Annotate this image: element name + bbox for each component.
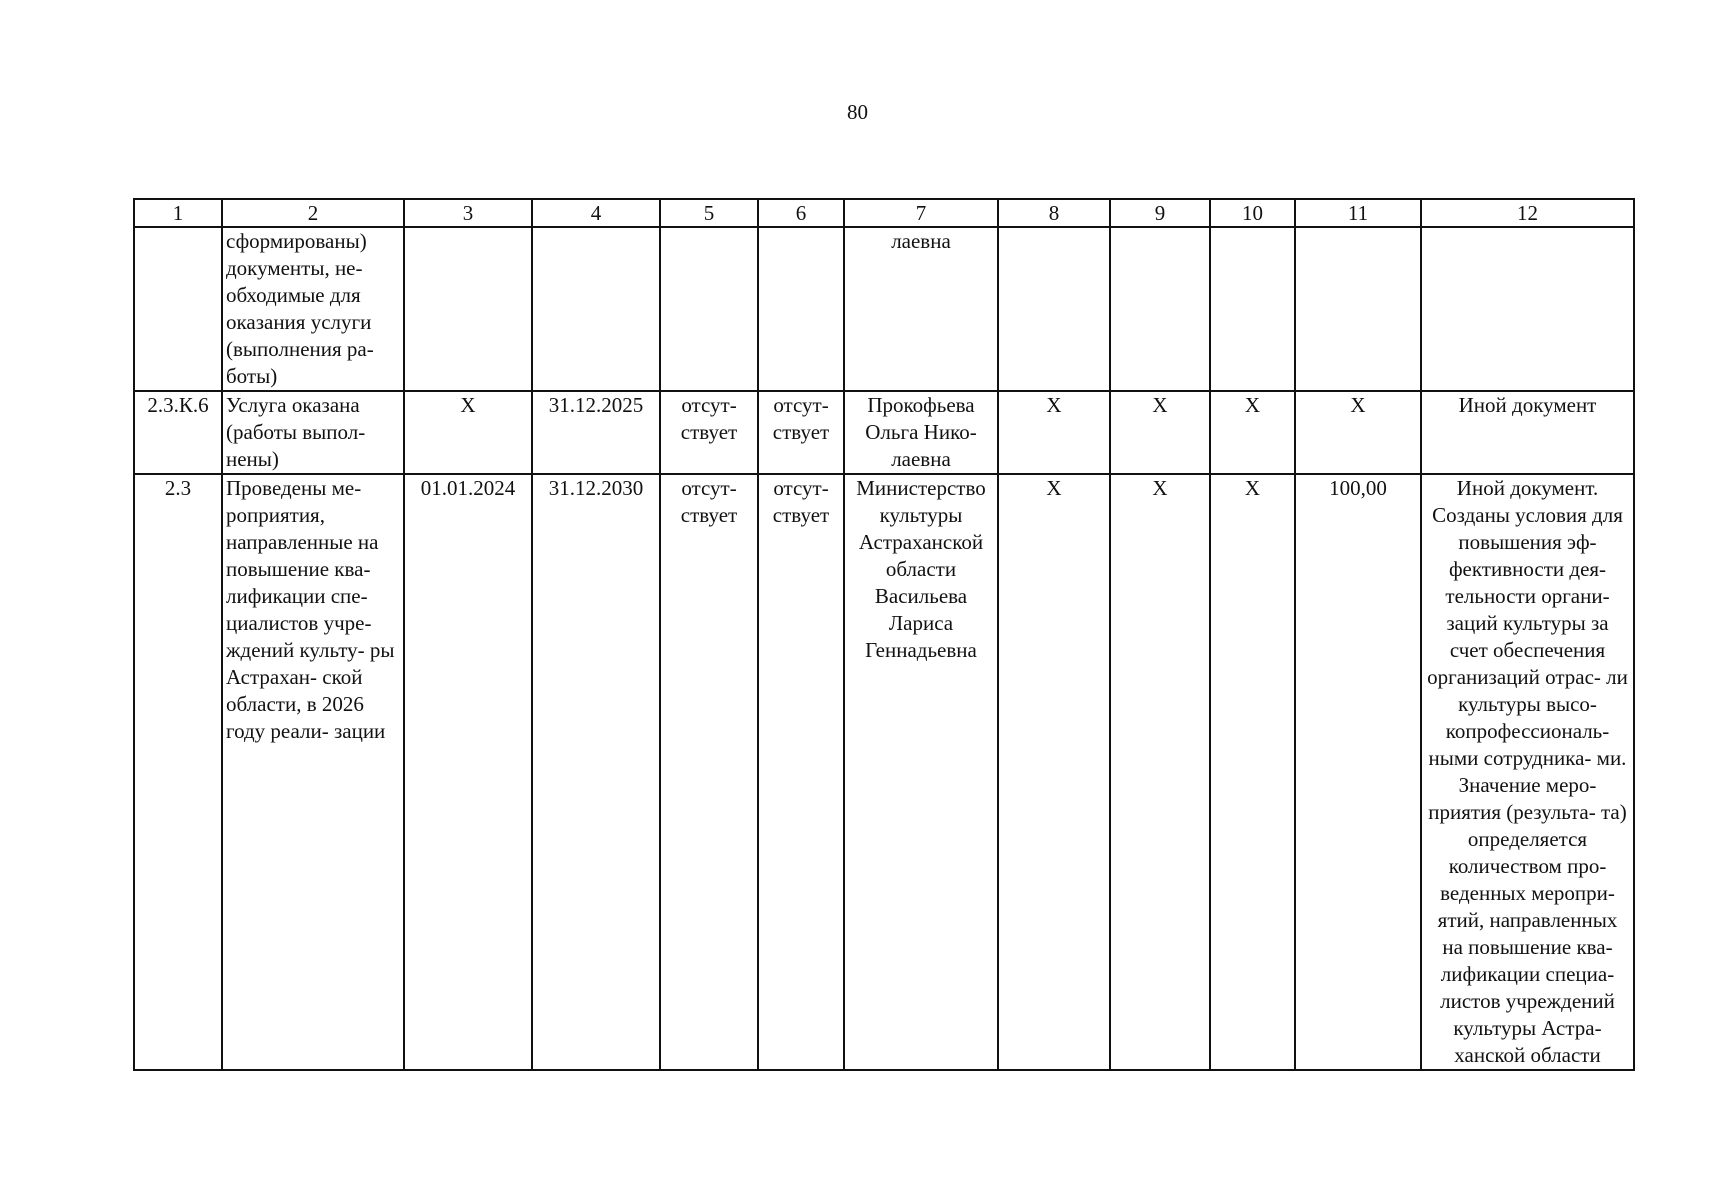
col-header: 9 [1110,199,1210,227]
cell-col9: Х [1110,391,1210,474]
cell-document: Иной документ [1421,391,1634,474]
cell-number: 2.3.К.6 [134,391,222,474]
data-table [133,198,1635,1071]
cell-responsible: Министерство культуры Астраханской области Васильева Лариса Геннадьевна [844,474,998,1070]
cell-col5 [660,227,758,391]
cell-start-date: 01.01.2024 [404,474,532,1070]
table-header-row [134,199,1634,227]
cell-responsible: Прокофьева Ольга Нико- лаевна [844,391,998,474]
cell-col10: Х [1210,474,1295,1070]
cell-end-date: 31.12.2030 [532,474,660,1070]
cell-value [1295,227,1421,391]
cell-document: Иной документ. Созданы условия для повышения эф- фективности дея- тельности органи- заций культуры за счет обеспечения организаций отрас- ли культуры высо- копрофессиональ- ными сотрудника- ми. Значение меро- приятия (результа- та) определяется количеством про- веденных меропри- ятий, направленных на повышение ква- лификации специа- листов учреждений культуры Астра- ханской области [1421,474,1634,1070]
cell-col10 [1210,227,1295,391]
col-header: 6 [758,199,844,227]
col-header: 7 [844,199,998,227]
col-header: 11 [1295,199,1421,227]
cell-col8: Х [998,474,1110,1070]
cell-start-date [404,227,532,391]
table-row [134,391,1634,474]
cell-col5: отсут- ствует [660,391,758,474]
table-row [134,227,1634,391]
cell-col6 [758,227,844,391]
cell-name: Услуга оказана (работы выпол- нены) [222,391,404,474]
cell-end-date: 31.12.2025 [532,391,660,474]
col-header: 10 [1210,199,1295,227]
cell-col6: отсут- ствует [758,474,844,1070]
cell-name: сформированы) документы, не- обходимые для оказания услуги (выполнения ра- боты) [222,227,404,391]
col-header: 5 [660,199,758,227]
cell-col9: Х [1110,474,1210,1070]
col-header: 4 [532,199,660,227]
cell-col8: Х [998,391,1110,474]
cell-col10: Х [1210,391,1295,474]
col-header: 3 [404,199,532,227]
cell-end-date [532,227,660,391]
cell-name: Проведены ме- роприятия, направленные на повышение ква- лификации спе- циалистов учре- ждений культу- ры Астрахан- ской области, в 2026 году реали- зации [222,474,404,1070]
cell-number: 2.3 [134,474,222,1070]
cell-start-date: Х [404,391,532,474]
col-header: 12 [1421,199,1634,227]
col-header: 2 [222,199,404,227]
cell-value: Х [1295,391,1421,474]
cell-value: 100,00 [1295,474,1421,1070]
cell-col8 [998,227,1110,391]
col-header: 8 [998,199,1110,227]
cell-col9 [1110,227,1210,391]
cell-col6: отсут- ствует [758,391,844,474]
page-number: 80 [847,100,868,124]
table-row [134,474,1634,1070]
cell-number [134,227,222,391]
col-header: 1 [134,199,222,227]
cell-responsible: лаевна [844,227,998,391]
cell-col5: отсут- ствует [660,474,758,1070]
cell-document [1421,227,1634,391]
